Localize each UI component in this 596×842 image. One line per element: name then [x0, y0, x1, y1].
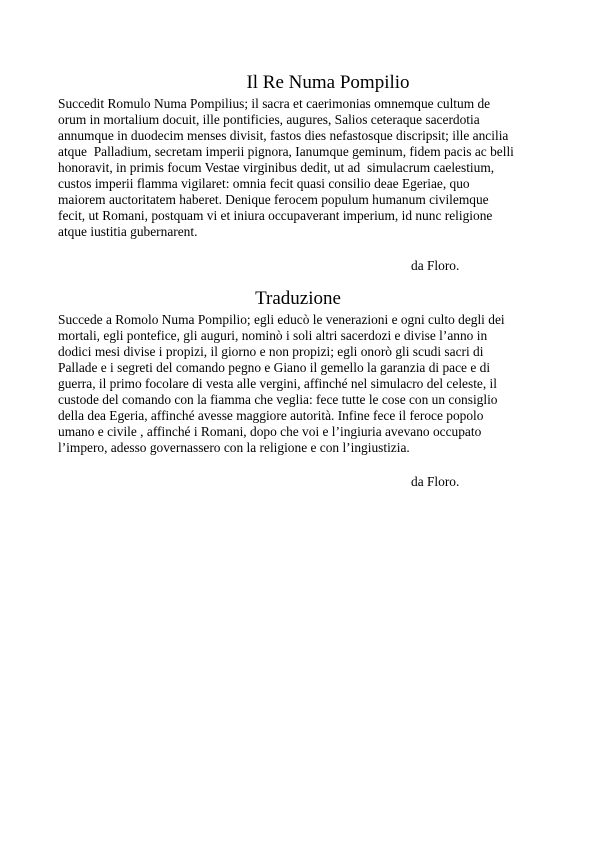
latin-source: da Floro. — [411, 258, 460, 273]
latin-line: honoravit, in primis focum Vestae virginibus dedit, ut ad simulacrum caelestium, — [58, 160, 495, 175]
latin-line: atque Palladium, secretam imperii pignora, Ianumque geminum, fidem pacis ac belli — [58, 144, 514, 159]
translation-line: della dea Egeria, affinché avesse maggiore autorità. Infine fece il feroce popolo — [58, 408, 484, 423]
translation-line: l’impero, adesso governassero con la religione e con l’ingiustizia. — [58, 440, 410, 455]
latin-line: custos imperii flamma vigilaret: omnia fecit quasi consilio deae Egeriae, quo — [58, 176, 470, 191]
translation-source: da Floro. — [411, 474, 460, 489]
latin-line: atque iustitia gubernarent. — [58, 224, 198, 239]
translation-line: custode del comando con la fiamma che veglia: fece tutte le cose con un consiglio — [58, 392, 498, 407]
translation-line: guerra, il primo focolare di vesta alle vergini, affinché nel simulacro del celeste, il — [58, 376, 497, 391]
translation-line: Succede a Romolo Numa Pompilio; egli educò le venerazioni e ogni culto degli dei — [58, 312, 505, 327]
latin-line: fecit, ut Romani, postquam vi et iniura occupaverant imperium, id nunc religione — [58, 208, 493, 223]
latin-line: orum in mortalium docuit, ille pontificies, augures, Salios ceteraque sacerdotia — [58, 112, 480, 127]
latin-line: maiorem auctoritatem haberet. Denique ferocem populum humanum civilemque — [58, 192, 489, 207]
latin-line: annumque in duodecim menses divisit, fastos dies nefastosque discripsit; ille ancilia — [58, 128, 509, 143]
latin-title: Il Re Numa Pompilio — [246, 72, 410, 93]
translation-title: Traduzione — [255, 288, 341, 309]
translation-line: umano e civile , affinché i Romani, dopo che voi e l’ingiuria avevano occupato — [58, 424, 482, 439]
translation-line: Pallade e i segreti del comando pegno e Giano il gemello la garanzia di pace e di — [58, 360, 491, 375]
latin-line: Succedit Romulo Numa Pompilius; il sacra et caerimonias omnemque cultum de — [58, 96, 491, 111]
translation-line: dodici mesi divise i propizi, il giorno e non propizi; egli onorò gli scudi sacri di — [58, 344, 484, 359]
translation-line: mortali, egli pontefice, gli auguri, nominò i soli altri sacerdozi e divise l’anno in — [58, 328, 488, 343]
